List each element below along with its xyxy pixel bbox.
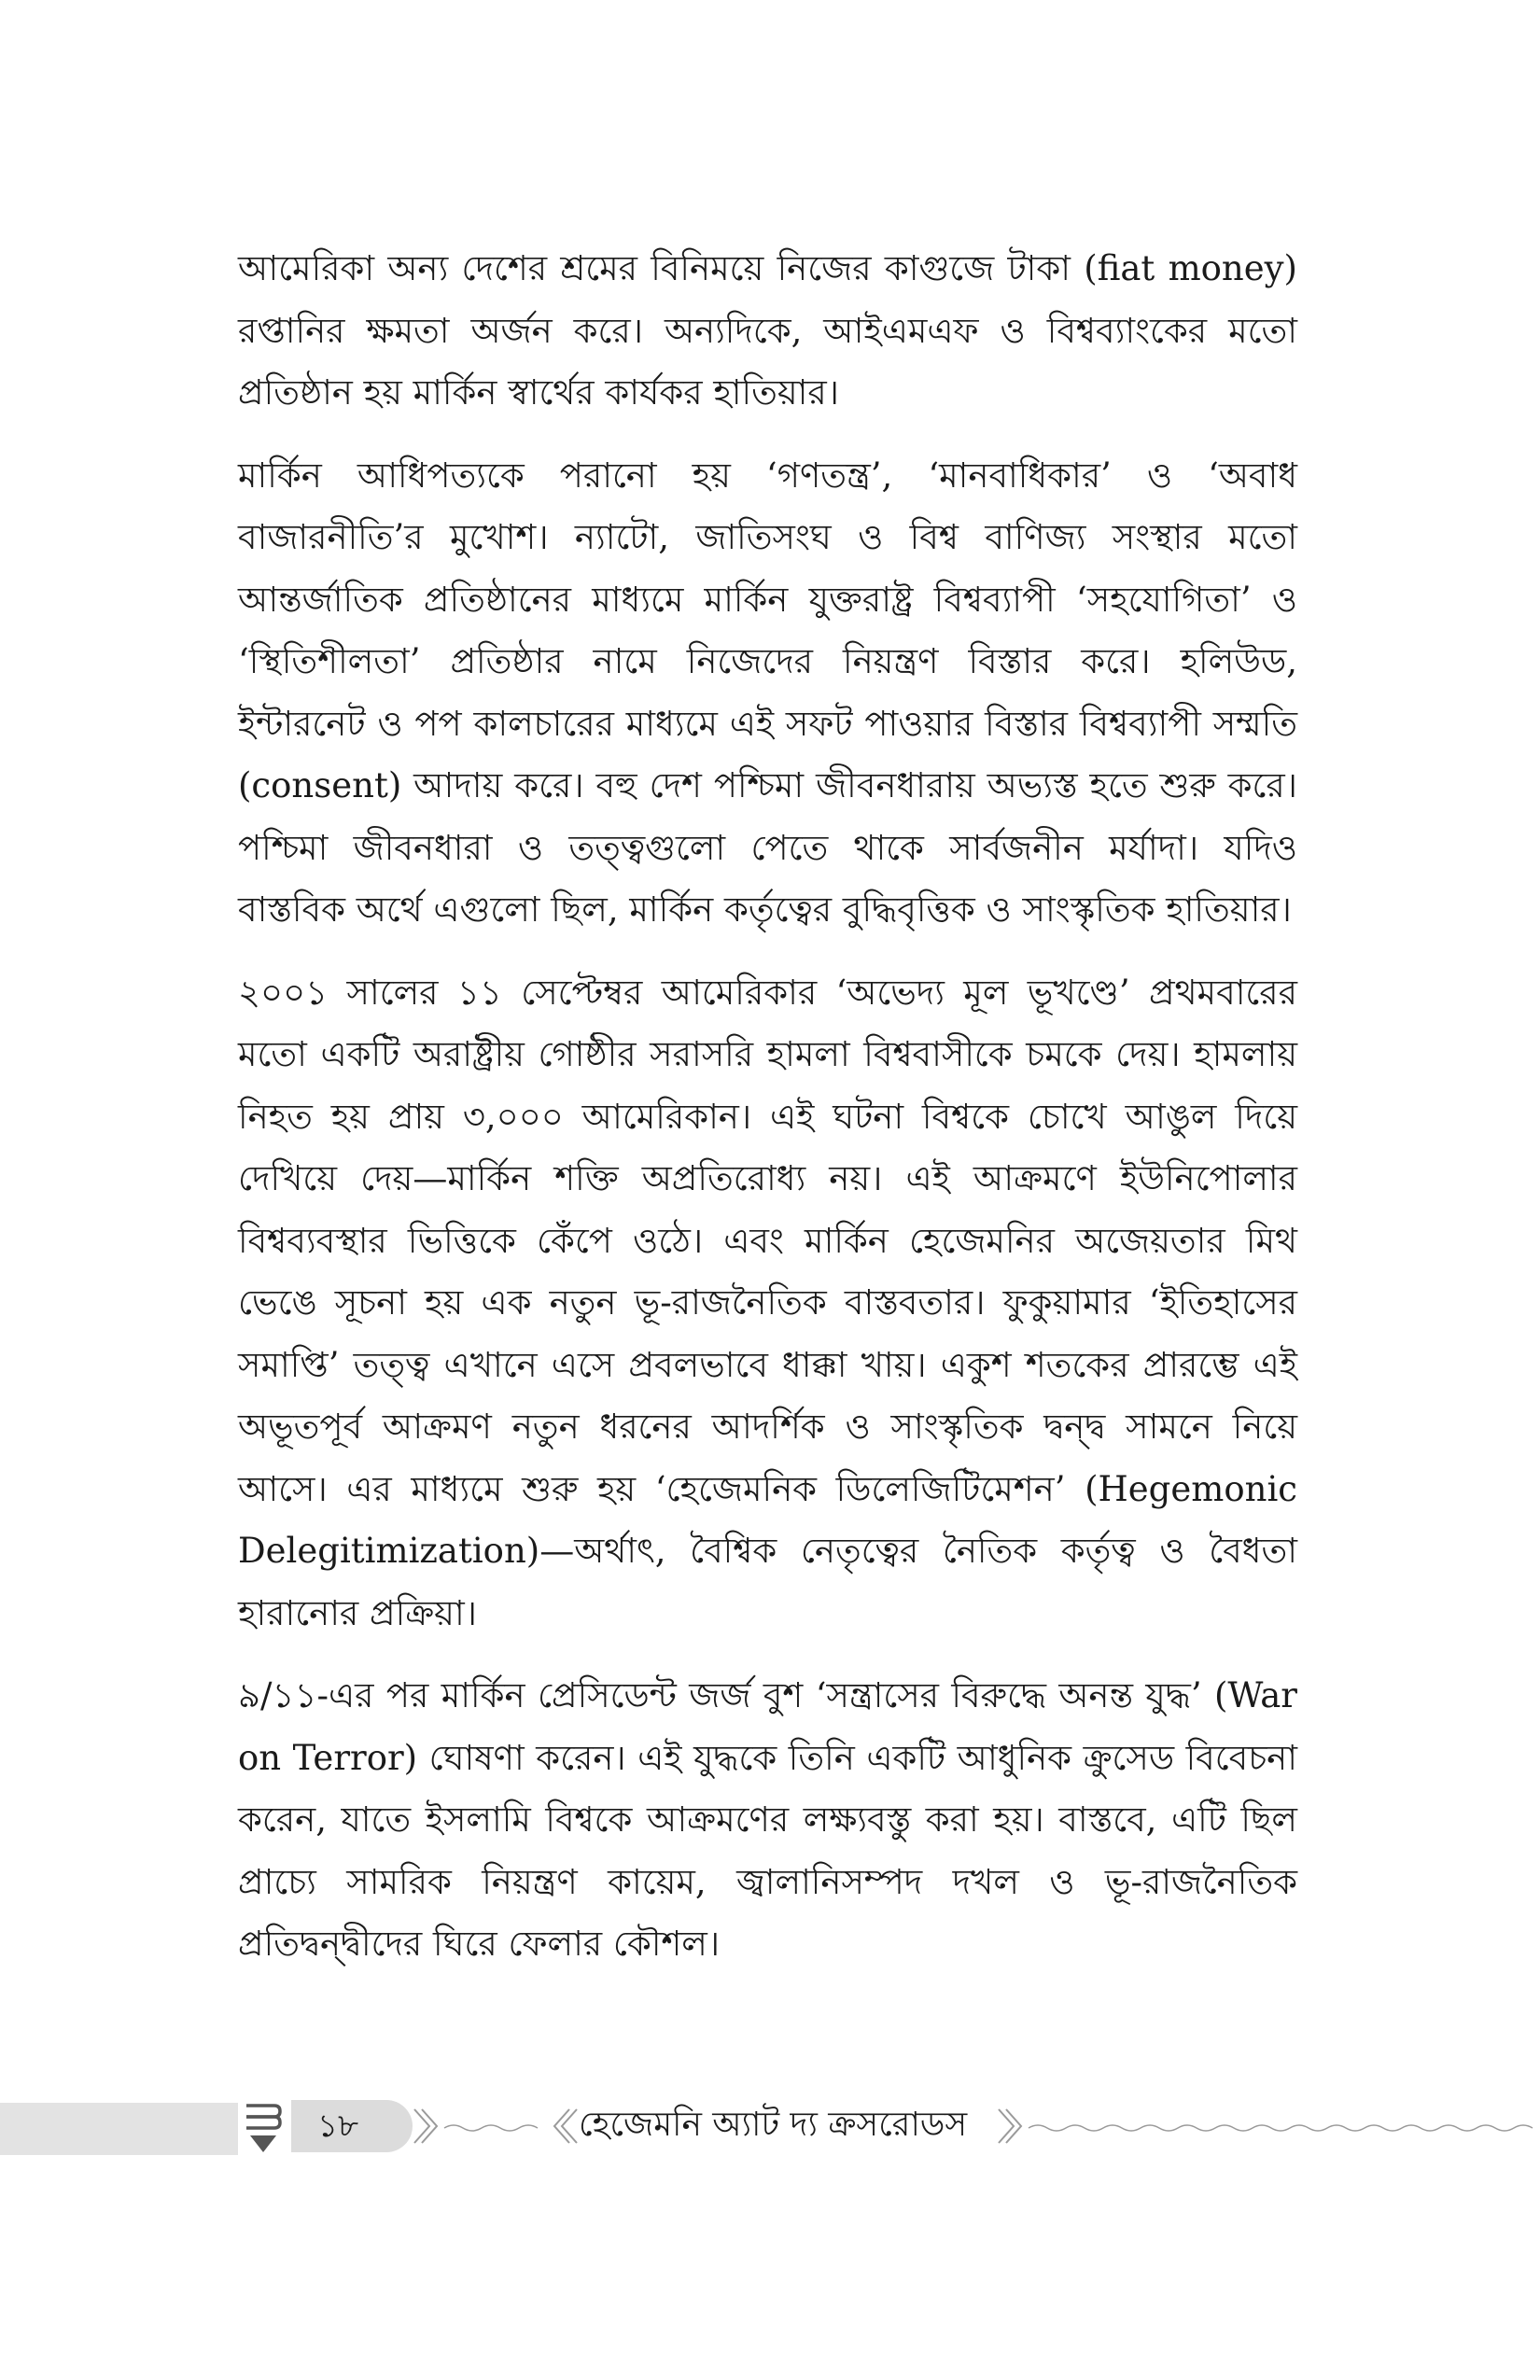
left-chevron-ornament: [413, 2106, 581, 2147]
paragraph-4: ৯/১১-এর পর মার্কিন প্রেসিডেন্ট জর্জ বুশ ‘সন্ত্রাসের বিরুদ্ধে অনন্ত যুদ্ধ’ (War on Terror) ঘোষণা করেন। এই যুদ্ধকে তিনি একটি আধুনিক ক্রুসেড বিবেচনা করেন, যাতে ইসলামি বিশ্বকে আক্রমণের লক্ষ্যবস্তু করা হয়। বাস্তবে, এটি ছিল প্রাচ্যে সামরিক নিয়ন্ত্রণ কায়েম, জ্বালানিসম্পদ দখল ও ভূ-রাজনৈতিক প্রতিদ্বন্দ্বীদের ঘিরে ফেলার কৌশল।: [238, 1675, 1297, 1964]
paragraph-2: মার্কিন আধিপত্যকে পরানো হয় ‘গণতন্ত্র’, ‘মানবাধিকার’ ও ‘অবাধ বাজারনীতি’র মুখোশ। ন্যাটো, জাতিসংঘ ও বিশ্ব বাণিজ্য সংস্থার মতো আন্তর্জাতিক প্রতিষ্ঠানের মাধ্যমে মার্কিন যুক্তরাষ্ট্র বিশ্বব্যাপী ‘সহযোগিতা’ ও ‘স্থিতিশীলতা’ প্রতিষ্ঠার নামে নিজেদের নিয়ন্ত্রণ বিস্তার করে। হলিউড, ইন্টারনেট ও পপ কালচারের মাধ্যমে এই সফট পাওয়ার বিস্তার বিশ্বব্যাপী সম্মতি (consent) আদায় করে। বহু দেশ পশ্চিমা জীবনধারায় অভ্যস্ত হতে শুরু করে। পশ্চিমা জীবনধারা ও তত্ত্বগুলো পেতে থাকে সার্বজনীন মর্যাদা। যদিও বাস্তবিক অর্থে এগুলো ছিল, মার্কিন কর্তৃত্বের বুদ্ধিবৃত্তিক ও সাংস্কৃতিক হাতিয়ার।: [238, 455, 1297, 930]
right-chevron-ornament: [997, 2106, 1540, 2147]
book-ribbon-icon: [243, 2096, 284, 2158]
paragraph-3: ২০০১ সালের ১১ সেপ্টেম্বর আমেরিকার ‘অভেদ্য মূল ভূখণ্ডে’ প্রথমবারের মতো একটি অরাষ্ট্রীয় গোষ্ঠীর সরাসরি হামলা বিশ্ববাসীকে চমকে দেয়। হামলায় নিহত হয় প্রায় ৩,০০০ আমেরিকান। এই ঘটনা বিশ্বকে চোখে আঙুল দিয়ে দেখিয়ে দেয়—মার্কিন শক্তি অপ্রতিরোধ্য নয়। এই আক্রমণে ইউনিপোলার বিশ্বব্যবস্থার ভিত্তিকে কেঁপে ওঠে। এবং মার্কিন হেজেমনির অজেয়তার মিথ ভেঙে সূচনা হয় এক নতুন ভূ-রাজনৈতিক বাস্তবতার। ফুকুয়ামার ‘ইতিহাসের সমাপ্তি’ তত্ত্ব এখানে এসে প্রবলভাবে ধাক্কা খায়। একুশ শতকের প্রারম্ভে এই অভূতপূর্ব আক্রমণ নতুন ধরনের আদর্শিক ও সাংস্কৃতিক দ্বন্দ্ব সামনে নিয়ে আসে। এর মাধ্যমে শুরু হয় ‘হেজেমনিক ডিলেজিটিমেশন’ (Hegemonic Delegitimization)—অর্থাৎ, বৈশ্বিক নেতৃত্বের নৈতিক কর্তৃত্ব ও বৈধতা হারানোর প্রক্রিয়া।: [238, 972, 1297, 1633]
paragraph-1: আমেরিকা অন্য দেশের শ্রমের বিনিময়ে নিজের কাগুজে টাকা (fiat money) রপ্তানির ক্ষমতা অর্জন করে। অন্যদিকে, আইএমএফ ও বিশ্বব্যাংকের মতো প্রতিষ্ঠান হয় মার্কিন স্বার্থের কার্যকর হাতিয়ার।: [238, 248, 1297, 413]
page-body: [238, 238, 1297, 1996]
running-title: হেজেমনি অ্যাট দ্য ক্রসরোডস: [579, 2106, 968, 2144]
page-number: ১৮: [317, 2107, 359, 2145]
footer-band: [0, 2103, 238, 2155]
